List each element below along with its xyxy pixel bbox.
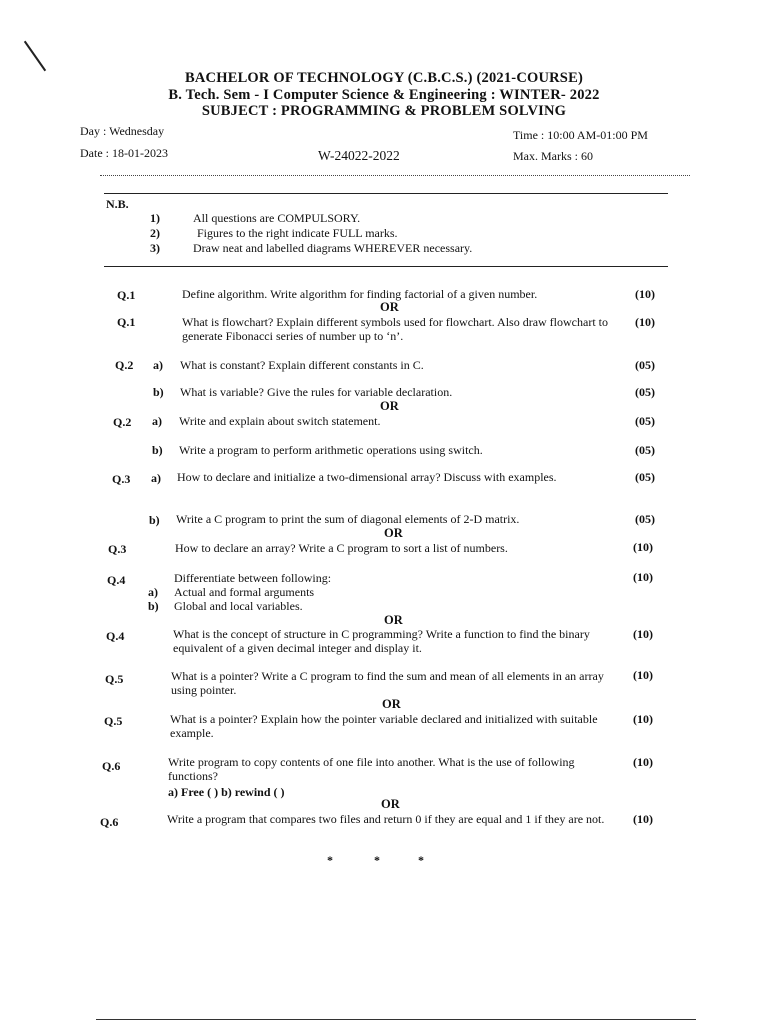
or-separator: OR xyxy=(384,526,403,540)
end-mark: * xyxy=(327,853,333,867)
question-number: Q.4 xyxy=(107,573,126,587)
question-text: What is constant? Explain different constants in C. xyxy=(180,358,424,372)
question-number: Q.4 xyxy=(106,629,125,643)
question-text: What is a pointer? Explain how the pointer variable declared and initialized with suitable example. xyxy=(170,712,598,740)
max-marks: Max. Marks : 60 xyxy=(513,149,593,163)
question-marks: (10) xyxy=(633,627,653,641)
question-marks: (05) xyxy=(635,470,655,484)
or-separator: OR xyxy=(380,300,399,314)
nb-text: Figures to the right indicate FULL marks. xyxy=(197,226,398,240)
question-marks: (05) xyxy=(635,358,655,372)
sub-question-label: b) xyxy=(152,443,163,457)
nb-num: 1) xyxy=(150,211,160,225)
exam-day: Day : Wednesday xyxy=(80,124,165,138)
question-number: Q.1 xyxy=(117,315,136,329)
exam-time: Time : 10:00 AM-01:00 PM xyxy=(513,128,648,142)
nb-text: Draw neat and labelled diagrams WHEREVER necessary. xyxy=(193,241,473,255)
question-number: Q.5 xyxy=(104,714,123,728)
question-marks: (10) xyxy=(633,712,653,726)
question-text: Write a C program to print the sum of diagonal elements of 2-D matrix. xyxy=(176,512,520,526)
rule-top xyxy=(104,193,668,194)
question-number: Q.2 xyxy=(115,358,134,372)
question-text: Write program to copy contents of one file into another. What is the use of following functions? xyxy=(168,755,575,783)
end-mark: * xyxy=(418,853,424,867)
question-text: Define algorithm. Write algorithm for finding factorial of a given number. xyxy=(182,287,538,301)
nb-title: N.B. xyxy=(106,197,129,211)
exam-code: W-24022-2022 xyxy=(318,148,400,163)
exam-date: Date : 18-01-2023 xyxy=(80,146,168,160)
question-marks: (10) xyxy=(635,287,655,301)
question-text: Differentiate between following: xyxy=(174,571,332,585)
question-marks: (05) xyxy=(635,512,655,526)
question-text: Write and explain about switch statement. xyxy=(179,414,381,428)
header-semester: B. Tech. Sem - I Computer Science & Engineering : WINTER- 2022 xyxy=(168,87,600,103)
question-number: Q.1 xyxy=(117,288,136,302)
question-text: What is variable? Give the rules for variable declaration. xyxy=(180,385,453,399)
question-text: What is the concept of structure in C programming? Write a function to find the binary equivalent of a given decimal integer and display it. xyxy=(173,627,590,655)
question-marks: (05) xyxy=(635,414,655,428)
nb-text: All questions are COMPULSORY. xyxy=(193,211,361,225)
question-marks: (05) xyxy=(635,443,655,457)
question-marks: (10) xyxy=(633,755,653,769)
nb-num: 3) xyxy=(150,241,160,255)
part-label: b) xyxy=(148,599,159,613)
or-separator: OR xyxy=(384,613,403,627)
end-mark: * xyxy=(374,853,380,867)
or-separator: OR xyxy=(382,697,401,711)
scan-mark xyxy=(24,41,46,72)
question-text: Write a program that compares two files and return 0 if they are equal and 1 if they are not. xyxy=(167,812,605,826)
question-marks: (05) xyxy=(635,385,655,399)
dotted-separator xyxy=(100,175,690,176)
header-degree: BACHELOR OF TECHNOLOGY (C.B.C.S.) (2021-COURSE) xyxy=(185,70,583,86)
sub-question-label: b) xyxy=(149,513,160,527)
sub-question-label: a) xyxy=(152,414,162,428)
question-marks: (10) xyxy=(633,812,653,826)
question-marks: (10) xyxy=(635,315,655,329)
part-label: a) xyxy=(148,585,158,599)
question-marks: (10) xyxy=(633,668,653,682)
nb-num: 2) xyxy=(150,226,160,240)
part-text: Actual and formal arguments xyxy=(174,585,315,599)
page-bottom-edge xyxy=(96,1019,696,1020)
sub-question-label: a) xyxy=(151,471,161,485)
question-text: What is flowchart? Explain different symbols used for flowchart. Also draw flowchart to generate Fibonacci series of number up to ‘n’. xyxy=(182,315,608,343)
or-separator: OR xyxy=(380,399,399,413)
question-number: Q.6 xyxy=(100,815,119,829)
question-number: Q.3 xyxy=(112,472,131,486)
question-number: Q.2 xyxy=(113,415,132,429)
question-text: Write a program to perform arithmetic operations using switch. xyxy=(179,443,483,457)
function-list: a) Free ( ) b) rewind ( ) xyxy=(168,785,285,799)
question-number: Q.3 xyxy=(108,542,127,556)
sub-question-label: a) xyxy=(153,358,163,372)
question-number: Q.5 xyxy=(105,672,124,686)
question-marks: (10) xyxy=(633,570,653,584)
question-text: What is a pointer? Write a C program to find the sum and mean of all elements in an array using pointer. xyxy=(171,669,604,697)
or-separator: OR xyxy=(381,797,400,811)
question-number: Q.6 xyxy=(102,759,121,773)
question-text: How to declare an array? Write a C program to sort a list of numbers. xyxy=(175,541,508,555)
question-marks: (10) xyxy=(633,540,653,554)
sub-question-label: b) xyxy=(153,385,164,399)
rule-nb xyxy=(104,266,668,267)
question-text: How to declare and initialize a two-dimensional array? Discuss with examples. xyxy=(177,470,557,484)
header-subject: SUBJECT : PROGRAMMING & PROBLEM SOLVING xyxy=(201,103,567,119)
part-text: Global and local variables. xyxy=(174,599,303,613)
